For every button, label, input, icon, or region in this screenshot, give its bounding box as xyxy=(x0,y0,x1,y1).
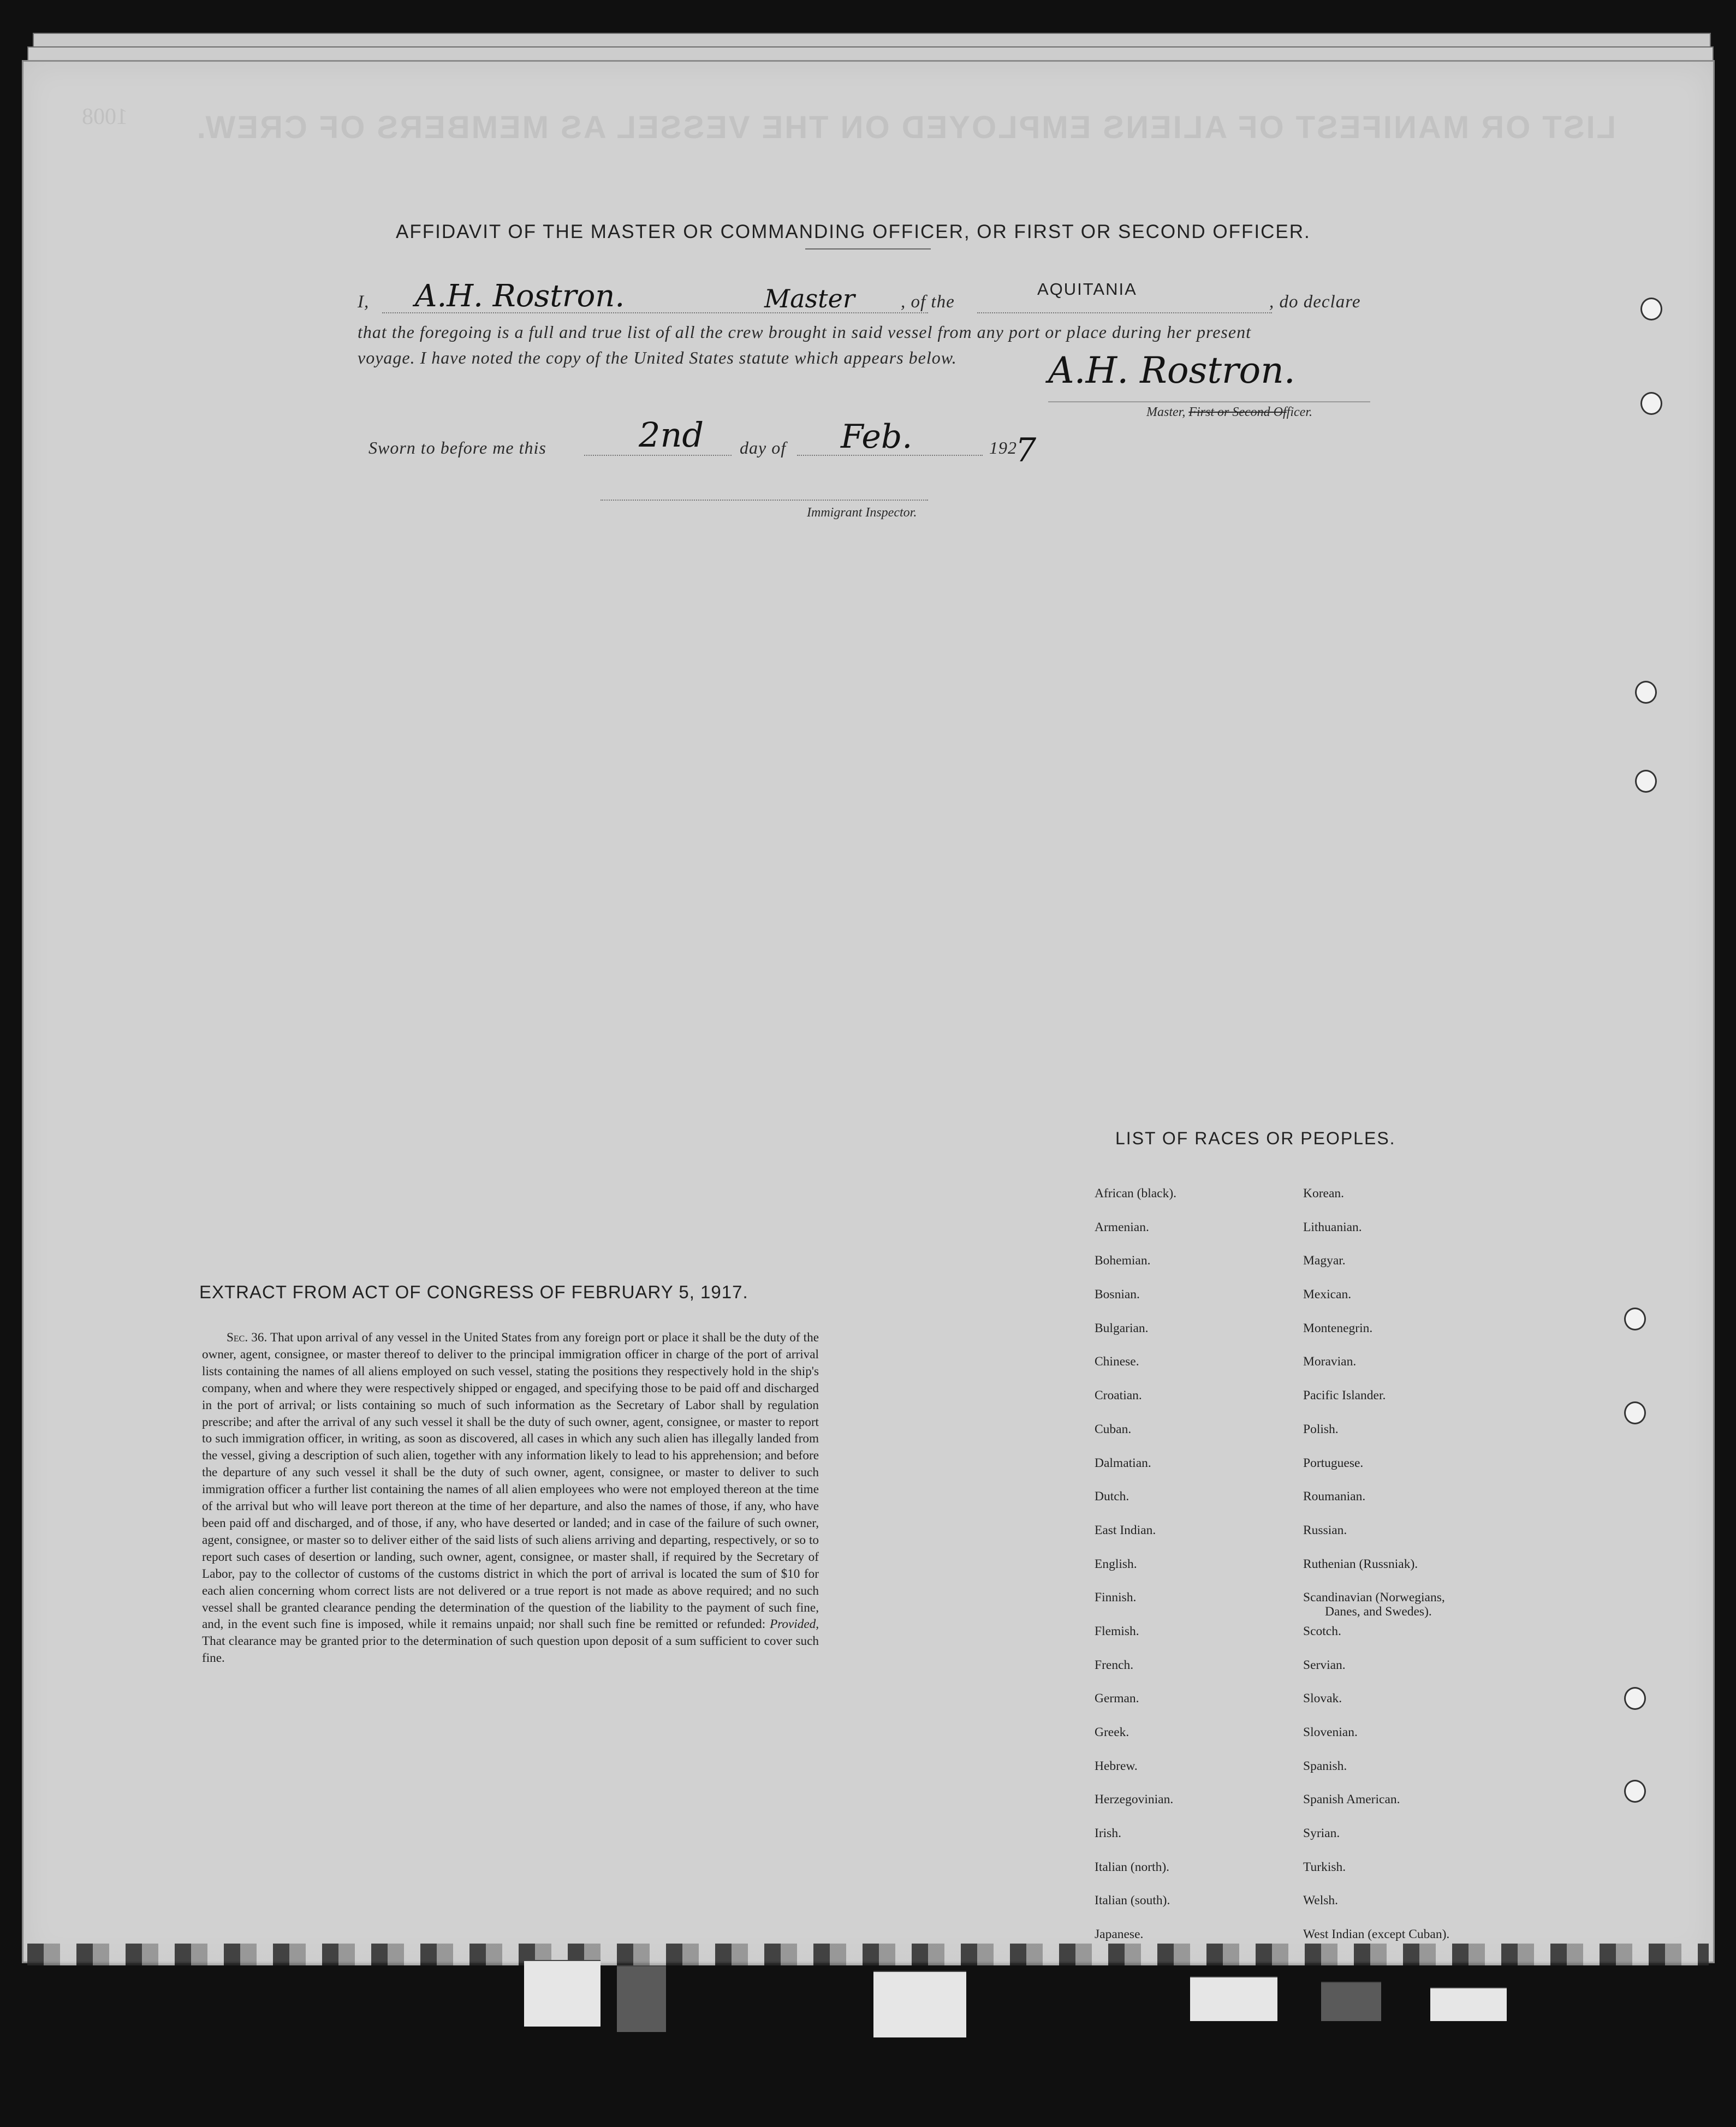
declaration-line-2: that the foregoing is a full and true list of all the crew brought in said vessel from any port or place during her present xyxy=(358,322,1251,342)
affidavit-title: AFFIDAVIT OF THE MASTER OR COMMANDING OFFICER, OR FIRST OR SECOND OFFICER. xyxy=(396,221,1311,242)
race-item: Slovak. xyxy=(1303,1691,1342,1706)
manifest-page xyxy=(22,60,1715,1963)
sworn-day-handwritten: 2nd xyxy=(639,415,704,455)
race-item: Ruthenian (Russniak). xyxy=(1303,1556,1418,1571)
extract-text-end: That clearance may be granted prior to the determination of such question upon deposit of a sum sufficient to cover such fine. xyxy=(202,1634,819,1666)
vessel-name: AQUITANIA xyxy=(1037,280,1137,299)
race-item: Turkish. xyxy=(1303,1859,1346,1874)
race-item: Scotch. xyxy=(1303,1624,1341,1638)
race-item: Herzegovinian. xyxy=(1095,1792,1174,1807)
officer-title-handwritten: Master xyxy=(764,284,855,313)
race-item: Portuguese. xyxy=(1303,1455,1364,1470)
caption-end: ficer. xyxy=(1286,405,1312,419)
sworn-day-of: day of xyxy=(740,438,787,458)
race-item: Korean. xyxy=(1303,1186,1345,1201)
declaration-of-the: , of the xyxy=(901,292,955,312)
torn-paper xyxy=(1430,1987,1507,2021)
race-item: English. xyxy=(1095,1556,1137,1571)
sworn-prefix: Sworn to before me this xyxy=(368,438,546,458)
race-item: African (black). xyxy=(1095,1186,1177,1201)
vessel-name-line xyxy=(977,312,1272,313)
punch-hole xyxy=(1640,392,1662,415)
race-item: Lithuanian. xyxy=(1303,1220,1362,1234)
race-item: Dalmatian. xyxy=(1095,1455,1151,1470)
section-label: Sec. 36. xyxy=(227,1330,267,1345)
race-item: Spanish. xyxy=(1303,1758,1347,1773)
races-right-column xyxy=(1303,1186,1449,1961)
punch-hole xyxy=(1624,1308,1646,1330)
race-item: Bulgarian. xyxy=(1095,1321,1149,1335)
torn-paper xyxy=(873,1971,966,2037)
race-item: East Indian. xyxy=(1095,1523,1156,1537)
extract-provided: Provided, xyxy=(770,1617,819,1632)
binding-strip xyxy=(27,1944,1709,1965)
signature-caption xyxy=(1146,405,1312,420)
declaration-suffix: , do declare xyxy=(1269,292,1361,312)
declaration-line-3: voyage. I have noted the copy of the United States statute which appears below. xyxy=(358,348,957,367)
race-item xyxy=(1303,1590,1449,1624)
race-item: Japanese. xyxy=(1095,1927,1144,1942)
race-item: Armenian. xyxy=(1095,1220,1149,1234)
race-item: German. xyxy=(1095,1691,1139,1706)
races-left-column xyxy=(1095,1186,1176,1961)
race-item: Syrian. xyxy=(1303,1826,1340,1841)
punch-hole xyxy=(1624,1780,1646,1803)
race-item: Welsh. xyxy=(1303,1893,1339,1908)
declaration-prefix: I, xyxy=(358,292,370,312)
race-item: Flemish. xyxy=(1095,1624,1139,1638)
races-title: LIST OF RACES OR PEOPLES. xyxy=(1115,1128,1396,1148)
race-item-scandinavian: Scandinavian (Norwegians, xyxy=(1303,1590,1445,1605)
torn-paper xyxy=(1190,1976,1277,2021)
race-item: Chinese. xyxy=(1095,1354,1139,1369)
race-item: Russian. xyxy=(1303,1523,1347,1537)
sworn-month-handwritten: Feb. xyxy=(841,418,913,456)
race-item: Montenegrin. xyxy=(1303,1321,1373,1335)
race-item: Magyar. xyxy=(1303,1253,1346,1268)
bleed-through-number: 1008 xyxy=(82,104,128,129)
torn-paper xyxy=(524,1960,601,2027)
race-item: Moravian. xyxy=(1303,1354,1357,1369)
race-item: Mexican. xyxy=(1303,1287,1352,1302)
sworn-year-handwritten: 7 xyxy=(1015,431,1037,470)
extract-text-main: That upon arrival of any vessel in the United States from any foreign port or place it shall be the duty of the owner, agent, consignee, or master thereof to deliver to the principal immigration officer in charge of the port of arrival lists containing the names of all aliens employed on such vessel, stating the positions they respectively hold in the ship's company, when and where they were respectively shipped or engaged, and specifying those to be paid off and discharged in the port of arrival; or lists containing so much of such information as the Secretary of Labor shall by regulation prescribe; and after the arrival of any such vessel it shall be the duty of such owner, agent, consignee, or master to report to such immigration officer, in writing, as soon as discovered, all cases in which any such alien has illegally landed from the vessel, giving a description of such alien, together with any information likely to lead to his apprehension; and before the departure of any such vessel it shall be the duty of such owner, agent, consignee, or master to deliver to such immigration officer a further list containing the names of all alien employees who were not employed thereon at the time of the arrival but who will leave port thereon at the time of her departure, and also the names of those, if any, who have been paid off and discharged, and of those, if any, who have deserted or landed; and in case of the failure of such owner, agent, consignee, or master so to deliver either of the said lists of such aliens arriving and departing, respectively, or so to report such cases of desertion or landing, such owner, agent, consignee, or master shall, if required by the Secretary of Labor, pay to the collector of customs of the customs district in which the port of arrival is located the sum of $10 for each alien concerning whom correct lists are not delivered or a true report is not made as above required; and no such vessel shall be granted clearance pending the determination of the question of the liability to the payment of such fine, and, in the event such fine is imposed, while it remains unpaid; nor shall such fine be remitted or refunded: xyxy=(202,1330,819,1632)
punch-hole xyxy=(1640,298,1662,320)
race-item: Italian (south). xyxy=(1095,1893,1170,1908)
inspector-signature-line xyxy=(601,500,928,501)
race-item: French. xyxy=(1095,1657,1134,1672)
extract-body xyxy=(202,1329,819,1667)
race-item: Croatian. xyxy=(1095,1388,1142,1403)
sworn-year-printed: 192 xyxy=(989,438,1017,458)
officer-name-handwritten: A.H. Rostron. xyxy=(415,278,625,314)
punch-hole xyxy=(1635,770,1657,793)
race-item: Italian (north). xyxy=(1095,1859,1170,1874)
race-item: Roumanian. xyxy=(1303,1489,1366,1504)
torn-paper xyxy=(1321,1982,1381,2021)
caption-master: Master, xyxy=(1146,405,1189,419)
punch-hole xyxy=(1624,1401,1646,1424)
torn-paper xyxy=(617,1965,666,2032)
race-item-scandinavian-cont: Danes, and Swedes). xyxy=(1325,1605,1432,1619)
race-item: Bohemian. xyxy=(1095,1253,1151,1268)
title-underline xyxy=(805,248,931,249)
extract-title: EXTRACT FROM ACT OF CONGRESS OF FEBRUARY 5, 1917. xyxy=(199,1282,748,1302)
race-item: Dutch. xyxy=(1095,1489,1129,1504)
race-item: Polish. xyxy=(1303,1422,1339,1436)
race-item: West Indian (except Cuban). xyxy=(1303,1927,1450,1942)
sworn-day-line xyxy=(584,455,732,456)
race-item: Servian. xyxy=(1303,1657,1346,1672)
bleed-through-header: LIST OR MANIFEST OF ALIENS EMPLOYED ON THE VESSEL AS MEMBERS OF CREW. xyxy=(195,110,1616,145)
inspector-caption: Immigrant Inspector. xyxy=(807,506,917,520)
signature-line xyxy=(1048,401,1370,402)
race-item: Hebrew. xyxy=(1095,1758,1138,1773)
race-item: Cuban. xyxy=(1095,1422,1132,1436)
race-item: Slovenian. xyxy=(1303,1725,1358,1739)
race-item: Greek. xyxy=(1095,1725,1129,1739)
race-item: Finnish. xyxy=(1095,1590,1137,1605)
race-item: Pacific Islander. xyxy=(1303,1388,1386,1403)
punch-hole xyxy=(1624,1687,1646,1710)
master-signature-handwritten: A.H. Rostron. xyxy=(1048,349,1295,391)
race-item: Irish. xyxy=(1095,1826,1121,1841)
caption-struck-officer: First or Second Of xyxy=(1188,405,1287,419)
race-item: Bosnian. xyxy=(1095,1287,1140,1302)
race-item: Spanish American. xyxy=(1303,1792,1400,1807)
punch-hole xyxy=(1635,681,1657,704)
